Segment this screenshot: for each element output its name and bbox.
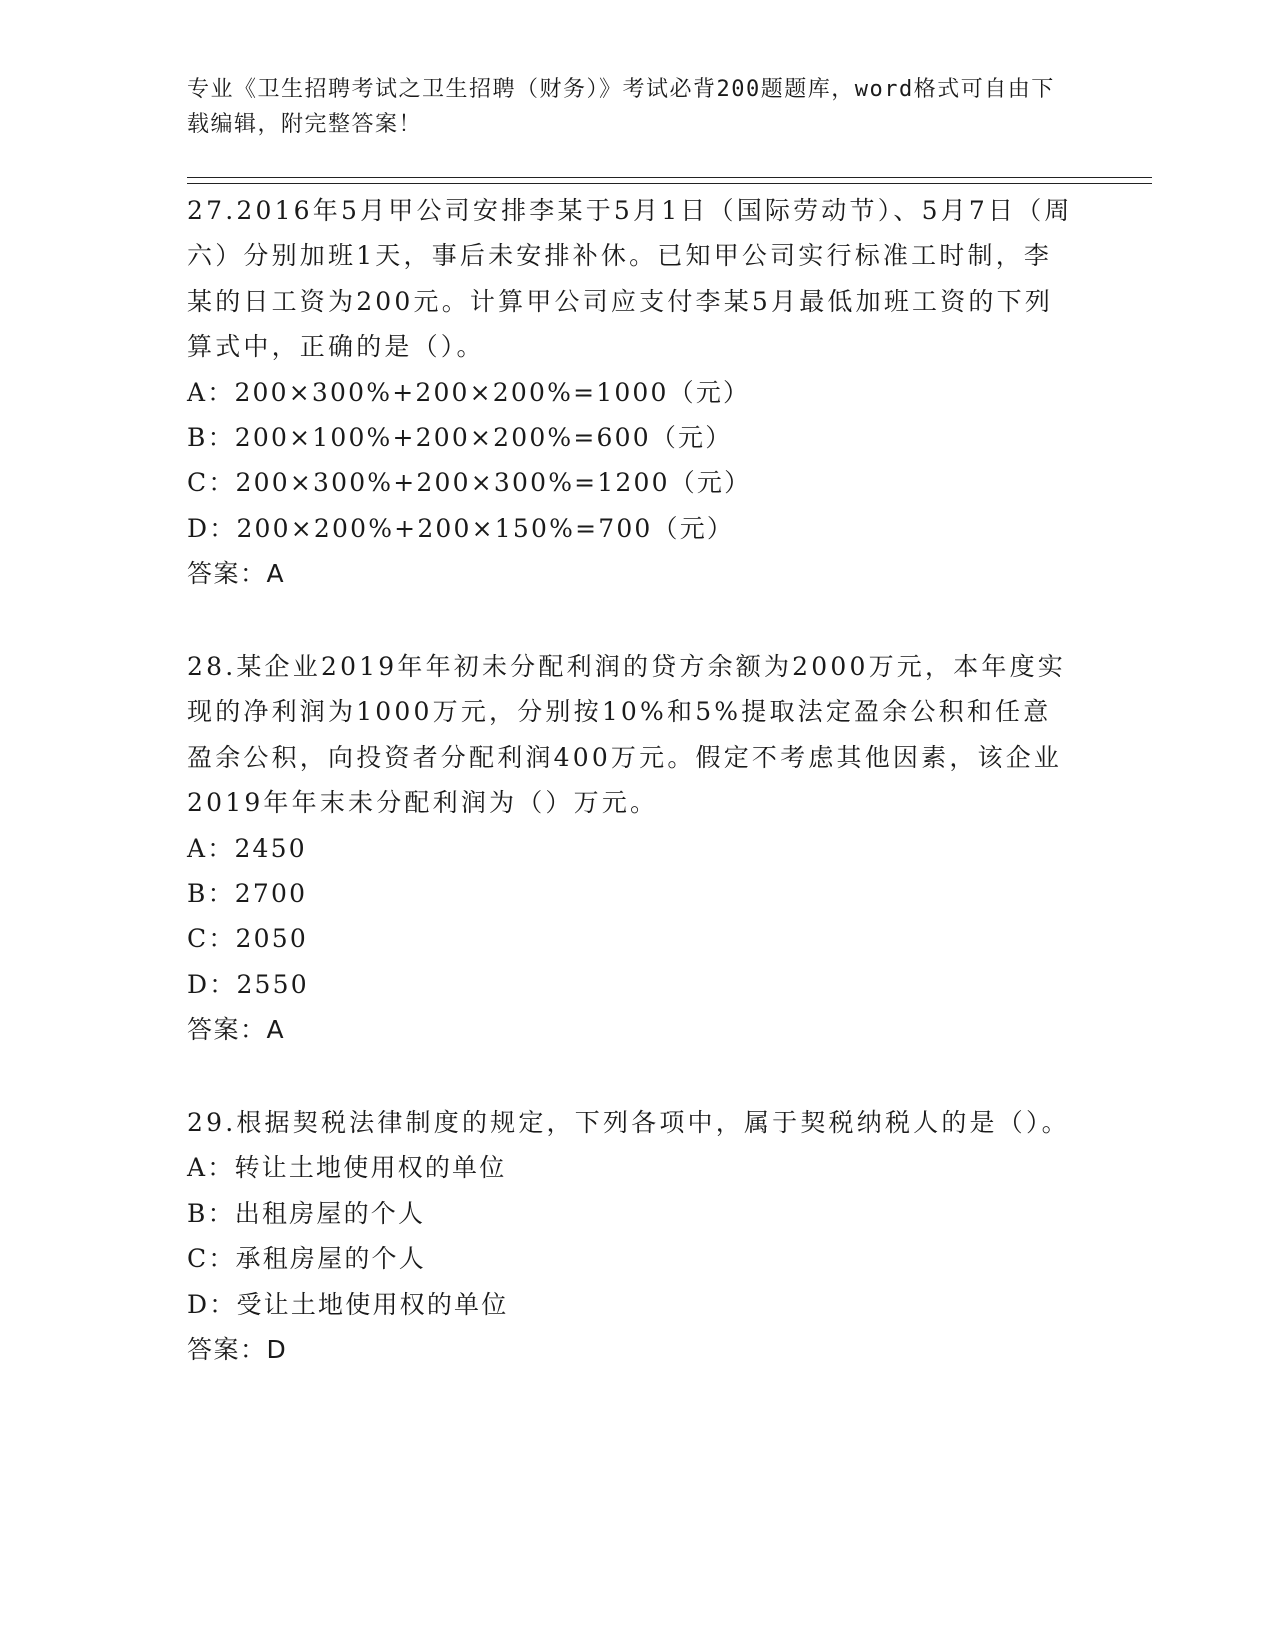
- answer-label: 答案：A: [187, 559, 286, 589]
- header-divider-top: [187, 177, 1152, 178]
- document-header: 专业《卫生招聘考试之卫生招聘（财务）》考试必背200题题库，word格式可自由下载编辑，附完整答案！: [187, 77, 1055, 137]
- question-stem: 27.2016年5月甲公司安排李某于5月1日（国际劳动节）、5月7日（周六）分别加班1天，事后未安排补休。已知甲公司实行标准工时制，李某的日工资为200元。计算甲公司应支付李某5月最低加班工资的下列算式中，正确的是（）。: [187, 196, 1073, 362]
- question-27: [187, 188, 1077, 597]
- option-d: D：200×200%+200×150%=700（元）: [187, 513, 735, 543]
- option-d: D：受让土地使用权的单位: [187, 1289, 509, 1319]
- question-stem: 29.根据契税法律制度的规定，下列各项中，属于契税纳税人的是（）。: [187, 1108, 1070, 1137]
- option-a: A：2450: [187, 833, 307, 863]
- option-a: A：200×300%+200×200%=1000（元）: [187, 377, 751, 407]
- option-b: B：出租房屋的个人: [187, 1198, 426, 1228]
- header-divider-bottom: [187, 183, 1152, 184]
- option-a: A：转让土地使用权的单位: [187, 1153, 507, 1183]
- option-b: B：2700: [187, 879, 308, 909]
- option-c: C：承租房屋的个人: [187, 1244, 426, 1274]
- answer-label: 答案：A: [187, 1015, 286, 1045]
- option-d: D：2550: [187, 969, 309, 999]
- question-28: [187, 644, 1077, 1053]
- answer-label: 答案：D: [187, 1335, 288, 1365]
- option-c: C：2050: [187, 924, 308, 954]
- option-b: B：200×100%+200×200%=600（元）: [187, 423, 733, 453]
- question-29: [187, 1100, 1077, 1372]
- option-c: C：200×300%+200×300%=1200（元）: [187, 468, 752, 498]
- question-stem: 28.某企业2019年年初未分配利润的贷方余额为2000万元，本年度实现的净利润为1000万元，分别按10%和5%提取法定盈余公积和任意盈余公积，向投资者分配利润400万元。假定不考虑其他因素，该企业2019年年末未分配利润为（）万元。: [187, 652, 1067, 818]
